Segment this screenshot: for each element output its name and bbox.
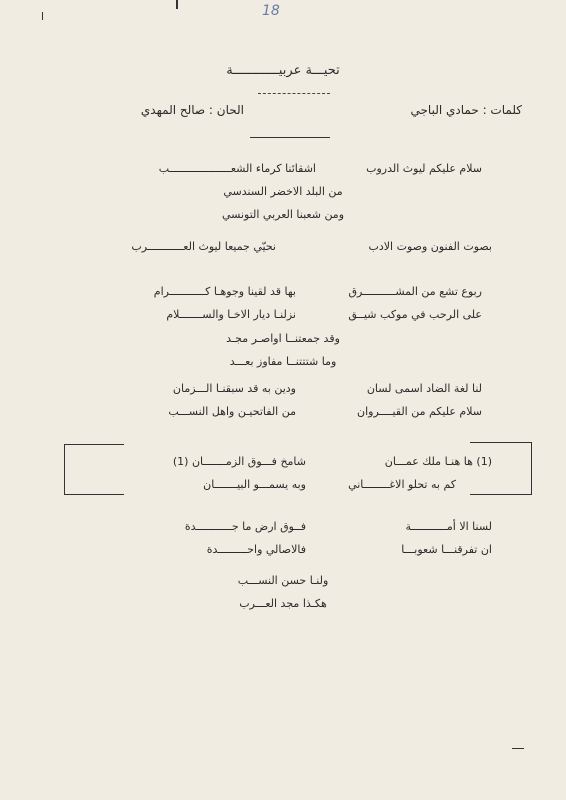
right-bracket-side	[531, 442, 532, 494]
right-bracket-bottom	[470, 494, 532, 495]
chorus-right: بصوت الفنون وصوت الادب	[368, 240, 492, 253]
verse1-line2-right: على الرحب في موكب شيــق	[348, 308, 482, 321]
left-tick	[42, 12, 43, 20]
right-bracket-top	[470, 442, 532, 443]
lyrics-credit: كلمات : حمادي الباجي	[410, 103, 522, 117]
music-credit: الحان : صالح المهدي	[140, 103, 244, 117]
title-underline	[258, 93, 330, 94]
separator-line	[250, 137, 330, 138]
song-title: تحيـــة عربيــــــــــــة	[226, 63, 340, 78]
bottom-right-tick	[512, 748, 524, 749]
intro-line1-left: اشقائنا كرماء الشعـــــــــــــــــــب	[158, 162, 316, 175]
intro-line2: من البلد الاخضر السندسي	[223, 185, 343, 198]
verse3-line1-right: لسنا الا أمـــــــــــة	[405, 520, 492, 533]
verse1-line1-left: بها قد لقينا وجوهـا كـــــــــــرام	[153, 285, 296, 298]
intro-line3: ومن شعبنا العربي التونسي	[221, 208, 345, 221]
intro-line1-right: سلام عليكم ليوث الدروب	[366, 162, 482, 175]
verse1-line1-right: ربوع تشع من المشــــــــــرق	[348, 285, 482, 298]
verse1-line5-right: لنا لغة الضاد اسمى لسان	[366, 382, 482, 395]
verse1-line2-left: نزلنـا ديار الاخـا والســـــــلام	[166, 308, 296, 321]
verse3-line1-left: فــوق ارض ما جـــــــــــدة	[184, 520, 306, 533]
top-tick	[176, 0, 178, 9]
verse3-line4: هكـذا مجد العـــرب	[239, 597, 327, 610]
verse2-line2-right: كم به تحلو الاغــــــــاني	[348, 478, 456, 491]
verse3-line2-left: فالاصالي واحـــــــــدة	[206, 543, 306, 556]
verse1-line6-right: سلام عليكم من القيــــروان	[357, 405, 482, 418]
verse3-line3: ولنـا حسن النســـب	[237, 574, 329, 587]
verse2-line2-left: وبه يسمـــو البيـــــــان	[203, 478, 306, 491]
verse1-line4: وما شتتتنــا مفاوز بعـــد	[229, 355, 337, 368]
chorus-left: نحيّي جميعا ليوث العـــــــــــرب	[131, 240, 276, 253]
verse2-line1-left: شامخ فـــوق الزمـــــــان (1)	[172, 455, 306, 468]
verse1-line3: وقد جمعتنــا اواصـر مجـد	[226, 332, 340, 345]
page-number: 18	[262, 3, 280, 19]
verse1-line6-left: من الفاتحيـن واهل النســـب	[168, 405, 296, 418]
verse1-line5-left: ودين به قد سبقنـا الـــزمان	[172, 382, 296, 395]
left-bracket-bottom	[64, 494, 124, 495]
verse2-line1-right: (1) ها هنـا ملك عمـــان	[384, 455, 492, 468]
verse3-line2-right: ان تفرقنـــا شعوبـــا	[401, 543, 492, 556]
left-bracket-side	[64, 444, 65, 494]
left-bracket-top	[64, 444, 124, 445]
